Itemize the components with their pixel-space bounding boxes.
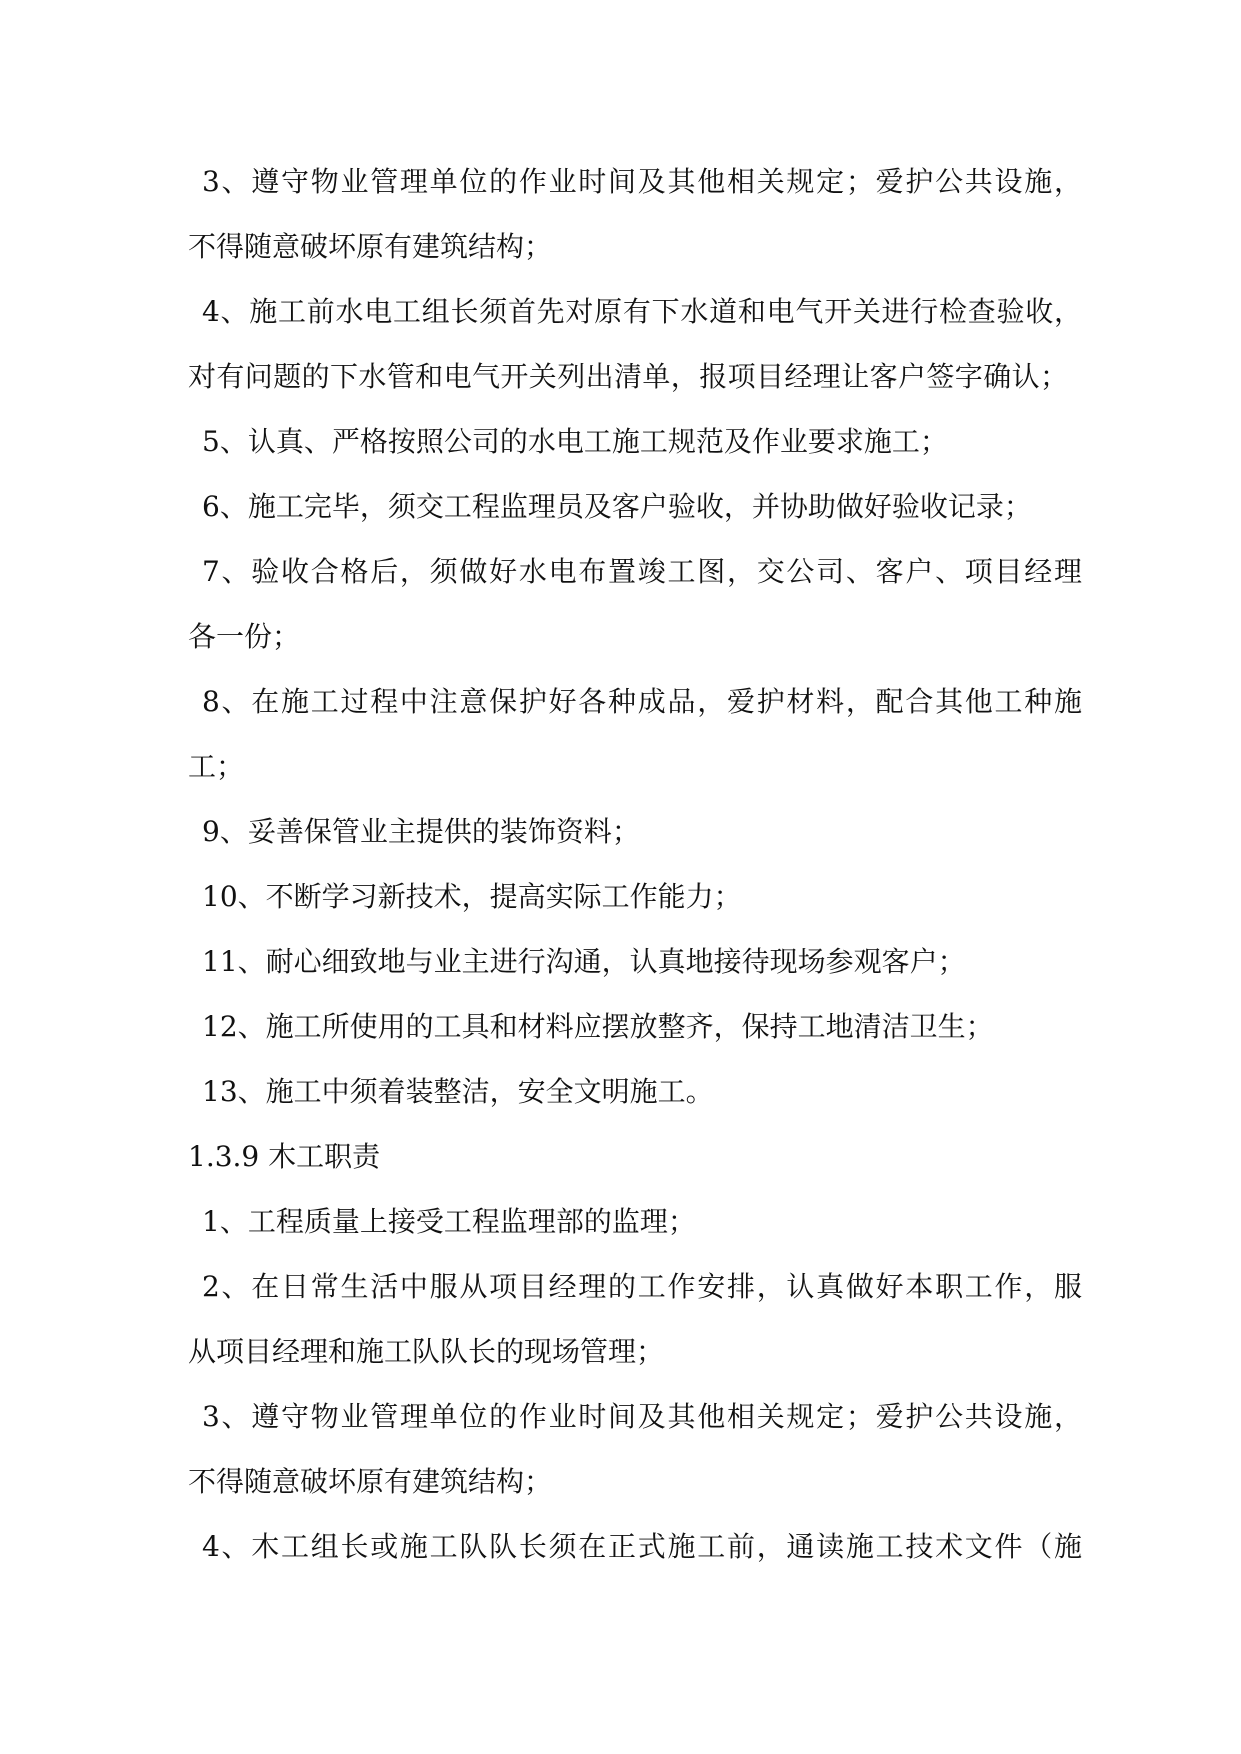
paragraph-line: 6、施工完毕，须交工程监理员及客户验收，并协助做好验收记录； [202,490,1032,523]
paragraph-line: 各一份； [188,620,301,653]
paragraph-line: 3、遵守物业管理单位的作业时间及其他相关规定；爱护公共设施， [202,1400,1082,1433]
section-heading: 1.3.9 木工职责 [188,1140,381,1173]
paragraph-line: 8、在施工过程中注意保护好各种成品，爱护材料，配合其他工种施 [202,685,1082,718]
paragraph-line: 9、妥善保管业主提供的装饰资料； [202,815,640,848]
paragraph-line: 从项目经理和施工队队长的现场管理； [188,1335,665,1368]
paragraph-line: 对有问题的下水管和电气开关列出清单，报项目经理让客户签字确认； [188,360,1068,393]
paragraph-line: 12、施工所使用的工具和材料应摆放整齐，保持工地清洁卫生； [202,1010,994,1043]
paragraph-line: 13、施工中须着装整洁，安全文明施工。 [202,1075,714,1108]
paragraph-line: 1、工程质量上接受工程监理部的监理； [202,1205,696,1238]
paragraph-line: 5、认真、严格按照公司的水电工施工规范及作业要求施工； [202,425,948,458]
paragraph-line: 不得随意破坏原有建筑结构； [188,1465,553,1498]
paragraph-line: 10、不断学习新技术，提高实际工作能力； [202,880,742,913]
paragraph-line: 11、耐心细致地与业主进行沟通，认真地接待现场参观客户； [202,945,966,978]
paragraph-line: 不得随意破坏原有建筑结构； [188,230,553,263]
paragraph-line: 2、在日常生活中服从项目经理的工作安排，认真做好本职工作，服 [202,1270,1082,1303]
paragraph-line: 工； [188,750,245,783]
paragraph-line: 3、遵守物业管理单位的作业时间及其他相关规定；爱护公共设施， [202,165,1082,198]
paragraph-line: 7、验收合格后，须做好水电布置竣工图，交公司、客户、项目经理 [202,555,1082,588]
paragraph-line: 4、施工前水电工组长须首先对原有下水道和电气开关进行检查验收， [202,295,1082,328]
paragraph-line: 4、木工组长或施工队队长须在正式施工前，通读施工技术文件（施 [202,1530,1082,1563]
